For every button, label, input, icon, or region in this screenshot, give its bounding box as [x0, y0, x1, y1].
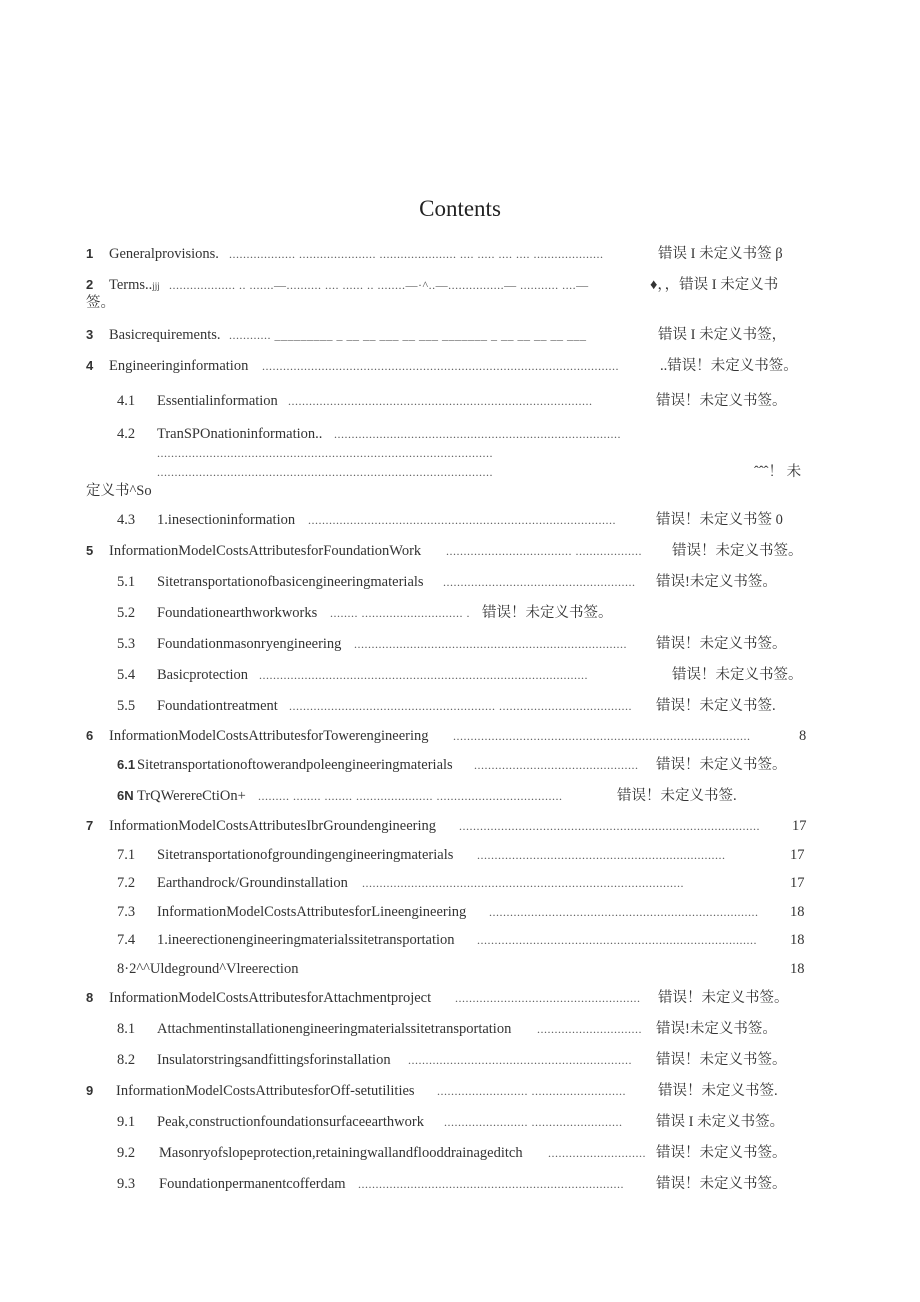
toc-leader-line: [0, 462, 920, 482]
toc-leader: ................................................................................................: [157, 446, 493, 460]
toc-page: 17: [790, 875, 805, 891]
toc-leader: .......................................................................: [477, 848, 726, 862]
toc-entry-9-1[interactable]: [0, 1112, 920, 1132]
toc-leader: ..............................................................................................: [259, 668, 588, 682]
toc-entry-5-2[interactable]: [0, 603, 920, 623]
toc-entry-6-1[interactable]: [0, 755, 920, 775]
toc-leader: ............................................................................: [358, 1177, 624, 1191]
toc-entry-7-3[interactable]: [0, 902, 920, 922]
toc-page: 18: [790, 961, 805, 977]
toc-page: 错误 I 未定义书签 β: [658, 246, 783, 262]
toc-number: 5.2: [117, 605, 136, 621]
toc-text: 1.inesectioninformation: [157, 512, 296, 528]
toc-number: 4.1: [117, 393, 136, 409]
toc-entry-8-2-underground[interactable]: [0, 959, 920, 979]
toc-leader: .....................................................................................: [453, 729, 751, 743]
toc-page: 错误 I 未定义书签。: [656, 1114, 785, 1130]
toc-leader: ................... ...................... ...................... .... ..... .... .... ....................: [229, 247, 604, 261]
toc-page: ..错误！未定义书签。: [660, 358, 798, 374]
toc-page: 错误!未定义书签。: [656, 574, 777, 590]
toc-number: 4.2: [117, 426, 136, 442]
toc-leader: ......... ........ ........ ...................... ....................................: [258, 789, 563, 803]
toc-leader: ................................................................................: [477, 933, 757, 947]
toc-leader: .......................... ...........................: [437, 1084, 626, 1098]
toc-leader: ..............................: [537, 1022, 642, 1036]
toc-continuation: 定义书^So: [86, 483, 152, 499]
toc-page: 错误！未定义书签。: [658, 990, 789, 1006]
toc-entry-5-5[interactable]: [0, 696, 920, 716]
toc-text: InformationModelCostsAttributesforTowerengineering: [109, 728, 429, 744]
toc-number: 4: [86, 358, 94, 373]
toc-text: Attachmentinstallationengineeringmaterialssitetransportation: [157, 1021, 512, 1037]
toc-entry-5[interactable]: [0, 541, 920, 561]
toc-entry-8-2[interactable]: [0, 1050, 920, 1070]
toc-leader: ................................................................................................: [157, 465, 493, 479]
toc-number: 7.1: [117, 847, 136, 863]
toc-number: 9: [86, 1083, 94, 1098]
toc-text: InformationModelCostsAttributesIbrGroundengineering: [109, 818, 436, 834]
toc-number: 7.4: [117, 932, 136, 948]
toc-leader: ...............................................: [474, 758, 639, 772]
toc-text: Sitetransportationofgroundingengineeringmaterials: [157, 847, 454, 863]
toc-leader: ......................................................................................................: [262, 359, 619, 373]
toc-page: 错误！未定义书签.: [656, 698, 776, 714]
toc-leader: .......................................................................................: [288, 394, 593, 408]
toc-entry-4-3[interactable]: [0, 510, 920, 530]
toc-text: Foundationmasonryengineering: [157, 636, 342, 652]
toc-leader: ..............................................................................: [354, 637, 627, 651]
toc-entry-5-3[interactable]: [0, 634, 920, 654]
toc-leader: ......................................................................................: [459, 819, 760, 833]
toc-text: Masonryofslopeprotection,retainingwallandflooddrainageditch: [159, 1145, 523, 1161]
toc-continuation: 签。: [86, 295, 115, 311]
toc-number: 6N: [117, 788, 134, 803]
toc-page: 17: [790, 847, 805, 863]
toc-page: 错误！未定义书签.: [658, 1083, 778, 1099]
toc-entry-2[interactable]: [0, 275, 920, 295]
toc-leader: ........................................................................................: [308, 513, 616, 527]
toc-entry-8[interactable]: [0, 988, 920, 1008]
toc-entry-9-3[interactable]: [0, 1174, 920, 1194]
toc-text: InformationModelCostsAttributesforFoundationWork: [109, 543, 422, 559]
toc-text: TrQWerereCtiOn+: [137, 788, 246, 804]
toc-leader: .............................................................................: [489, 905, 759, 919]
toc-leader: ........................ ..........................: [444, 1115, 623, 1129]
toc-entry-4-2[interactable]: [0, 424, 920, 444]
toc-number: 4.3: [117, 512, 136, 528]
toc-number: 3: [86, 327, 94, 342]
toc-number: 7: [86, 818, 94, 833]
toc-text: InformationModelCostsAttributesforLineengineering: [157, 904, 467, 920]
toc-page: 错误！未定义书签.: [617, 788, 737, 804]
toc-number: 5.1: [117, 574, 136, 590]
toc-text: InformationModelCostsAttributesforOff-setutilities: [116, 1083, 415, 1099]
toc-number: 8.2: [117, 1052, 136, 1068]
toc-page: 错误！未定义书签。: [656, 393, 787, 409]
toc-text: Basicprotection: [157, 667, 249, 683]
toc-page: 错误！未定义书签。: [672, 543, 803, 559]
toc-leader: .......................................................: [443, 575, 636, 589]
toc-page: 8: [799, 728, 807, 744]
toc-entry-9[interactable]: [0, 1081, 920, 1101]
toc-text: Generalprovisions.: [109, 246, 219, 262]
toc-entry-7[interactable]: [0, 816, 920, 836]
toc-page: 18: [790, 904, 805, 920]
toc-entry-4[interactable]: [0, 356, 920, 376]
toc-text: Foundationpermanentcofferdam: [159, 1176, 346, 1192]
toc-text: Foundationtreatment: [157, 698, 278, 714]
toc-text: Sitetransportationofbasicengineeringmaterials: [157, 574, 424, 590]
toc-text: Terms..jjj: [109, 277, 160, 293]
toc-number: 9.1: [117, 1114, 136, 1130]
toc-entry-7-1[interactable]: [0, 845, 920, 865]
toc-page: ♦，，错误 I 未定义书: [650, 277, 779, 293]
toc-entry-9-2[interactable]: [0, 1143, 920, 1163]
toc-number: 5.3: [117, 636, 136, 652]
toc-text: Sitetransportationoftowerandpoleengineeringmaterials: [137, 757, 453, 773]
toc-leader: ............ _________ _ __ __ ___ __ ___ _______ _ __ __ __ __ ___: [229, 328, 587, 342]
page-title: Contents: [419, 196, 501, 221]
toc-entry-5-4[interactable]: [0, 665, 920, 685]
toc-text: Basicrequirements.: [109, 327, 221, 343]
toc-leader: ................... .. .......—.......... .... ...... .. ........—·^..—................— ........... ....—: [169, 278, 589, 292]
toc-text: Essentialinformation: [157, 393, 278, 409]
toc-text: InformationModelCostsAttributesforAttachmentproject: [109, 990, 432, 1006]
toc-entry-5-1[interactable]: [0, 572, 920, 592]
toc-number: 5: [86, 543, 94, 558]
toc-text: 8·2^^Uldeground^Vlreerection: [117, 961, 299, 977]
toc-text: Earthandrock/Groundinstallation: [157, 875, 348, 891]
toc-page: 错误！未定义书签。: [656, 757, 787, 773]
toc-number: 7.2: [117, 875, 136, 891]
toc-page: 错误 I 未定义书签，: [658, 327, 787, 343]
toc-number: 8.1: [117, 1021, 136, 1037]
toc-number: 5.5: [117, 698, 136, 714]
toc-page: 错误！未定义书签。: [672, 667, 803, 683]
toc-entry-4-1[interactable]: [0, 391, 920, 411]
toc-text: TranSPOnationinformation..: [157, 426, 323, 442]
toc-page: 错误！未定义书签 0: [656, 512, 783, 528]
toc-page: ˆˆˆ！ 未: [754, 464, 802, 480]
toc-entry-1[interactable]: [0, 244, 920, 264]
toc-text: Engineeringinformation: [109, 358, 249, 374]
toc-number: 5.4: [117, 667, 136, 683]
toc-entry-6[interactable]: [0, 726, 920, 746]
toc-number: 9.2: [117, 1145, 136, 1161]
toc-text: 1.ineerectionengineeringmaterialssitetransportation: [157, 932, 455, 948]
toc-entry-8-1[interactable]: [0, 1019, 920, 1039]
toc-entry-3[interactable]: [0, 325, 920, 345]
toc-page: 错误！未定义书签。: [656, 636, 787, 652]
toc-leader: ................................................................: [408, 1053, 632, 1067]
toc-page: 错误！未定义书签。: [656, 1052, 787, 1068]
toc-page: 17: [792, 818, 807, 834]
toc-page: 错误！未定义书签。: [656, 1176, 787, 1192]
toc-leader: .....................................................: [455, 991, 641, 1005]
toc-number: 8: [86, 990, 94, 1005]
toc-text: Foundationearthworkworks: [157, 605, 318, 621]
toc-leader: ........ ............................. .: [330, 606, 470, 620]
toc-number: 2: [86, 277, 94, 292]
toc-leader: ..................................................................................: [334, 427, 621, 441]
toc-entry-6-2[interactable]: [0, 786, 920, 806]
toc-number: 1: [86, 246, 94, 261]
toc-leader: ............................................................................................: [362, 876, 684, 890]
toc-text: Peak,constructionfoundationsurfaceearthwork: [157, 1114, 424, 1130]
toc-number: 9.3: [117, 1176, 136, 1192]
toc-page: 错误！未定义书签。: [656, 1145, 787, 1161]
toc-leader: .................................... ...................: [446, 544, 642, 558]
toc-number: 6: [86, 728, 94, 743]
toc-text: Insulatorstringsandfittingsforinstallation: [157, 1052, 391, 1068]
toc-leader: ............................: [548, 1146, 646, 1160]
toc-leader-line: [0, 443, 920, 463]
toc-number: 7.3: [117, 904, 136, 920]
toc-entry-7-2[interactable]: [0, 873, 920, 893]
toc-entry-7-4[interactable]: [0, 930, 920, 950]
toc-page: 错误！未定义书签。: [482, 605, 613, 621]
toc-page: 错误!未定义书签。: [656, 1021, 777, 1037]
toc-leader: ........................................................... ......................................: [289, 699, 632, 713]
toc-page: 18: [790, 932, 805, 948]
toc-number: 6.1: [117, 757, 136, 772]
